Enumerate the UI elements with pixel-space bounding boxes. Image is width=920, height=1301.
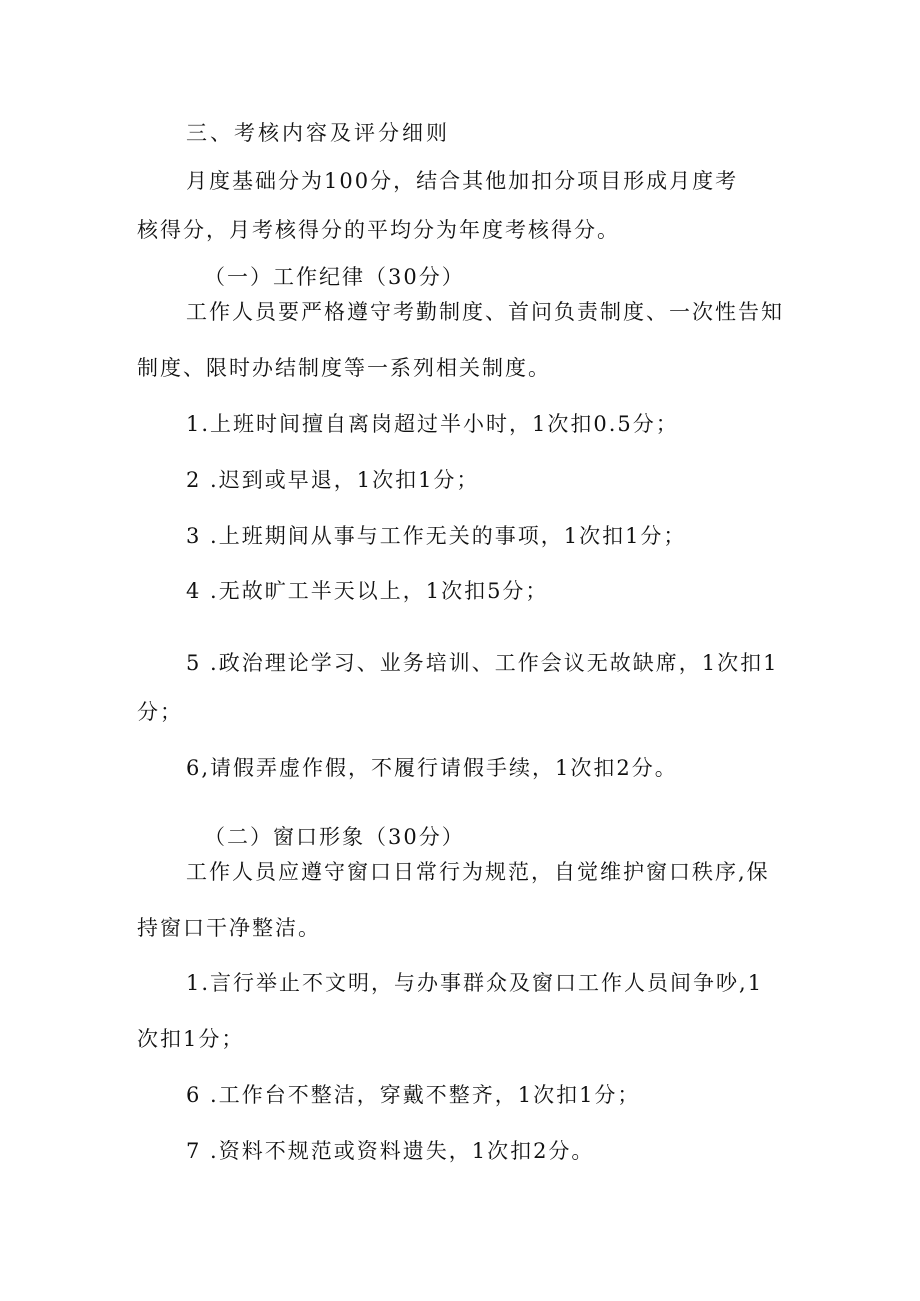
part2-heading: （二）窗口形象（30分） bbox=[204, 825, 465, 849]
part1-desc-line-2: 制度、限时办结制度等一系列相关制度。 bbox=[137, 356, 551, 380]
section-title: 三、考核内容及评分细则 bbox=[186, 121, 450, 145]
part1-desc-line-1: 工作人员要严格遵守考勤制度、首问负责制度、一次性告知 bbox=[186, 300, 784, 324]
part2-desc-line-1: 工作人员应遵守窗口日常行为规范，自觉维护窗口秩序,保 bbox=[186, 860, 770, 884]
part1-heading: （一）工作纪律（30分） bbox=[204, 265, 465, 289]
part1-item-6: 6,请假弄虚作假，不履行请假手续，1次扣2分。 bbox=[186, 756, 678, 780]
part1-item-5-cont: 分； bbox=[137, 700, 183, 724]
part1-item-5: 5 .政治理论学习、业务培训、工作会议无故缺席，1次扣1 bbox=[186, 651, 779, 675]
intro-line-2: 核得分，月考核得分的平均分为年度考核得分。 bbox=[137, 218, 620, 242]
part2-item-7: 7 .资料不规范或资料遗失，1次扣2分。 bbox=[186, 1139, 595, 1163]
intro-line-1: 月度基础分为100分，结合其他加扣分项目形成月度考 bbox=[186, 169, 739, 193]
part1-item-3: 3 .上班期间从事与工作无关的事项，1次扣1分； bbox=[186, 524, 687, 548]
part1-item-2: 2 .迟到或早退，1次扣1分； bbox=[186, 468, 480, 492]
part2-desc-line-2: 持窗口干净整洁。 bbox=[137, 916, 321, 940]
part2-item-1: 1.言行举止不文明，与办事群众及窗口工作人员间争吵,1 bbox=[186, 971, 764, 995]
part2-item-6: 6 .工作台不整洁，穿戴不整齐，1次扣1分； bbox=[186, 1083, 641, 1107]
part1-item-1: 1.上班时间擅自离岗超过半小时，1次扣0.5分； bbox=[186, 412, 679, 436]
part2-item-1-cont: 次扣1分； bbox=[137, 1027, 245, 1051]
part1-item-4: 4 .无故旷工半天以上，1次扣5分； bbox=[186, 579, 549, 603]
